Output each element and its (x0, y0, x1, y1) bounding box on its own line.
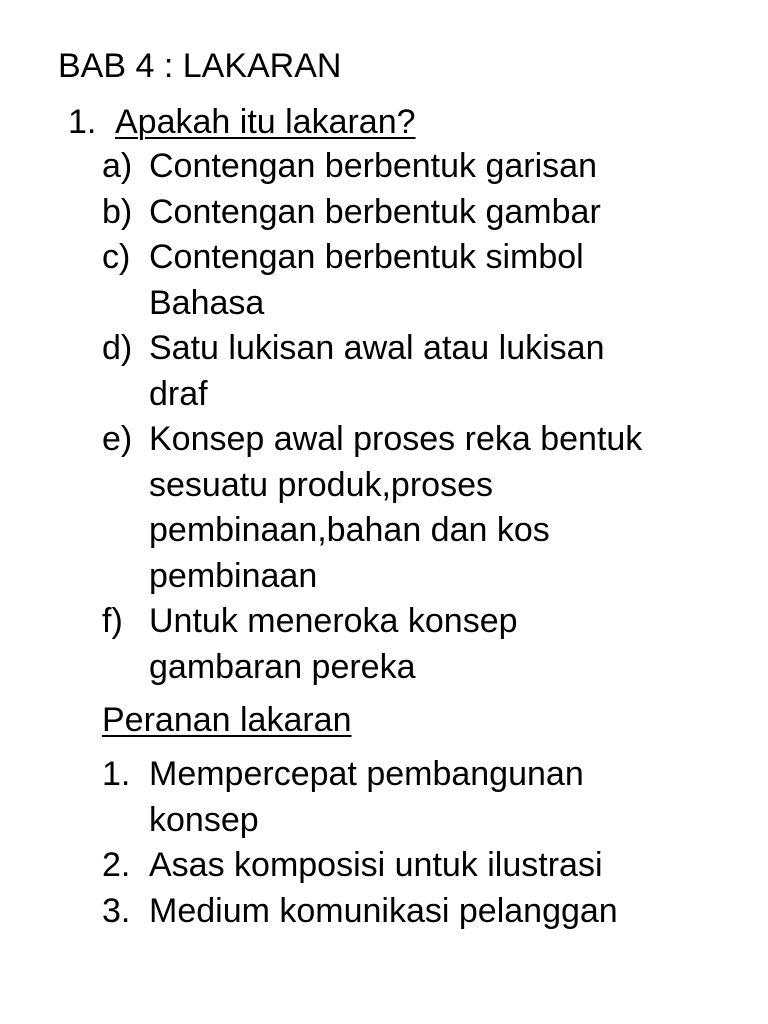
list-item (102, 190, 642, 236)
question-heading (68, 100, 416, 144)
list-item-text: Contengan berbentuk gambar (149, 192, 601, 231)
list-item (102, 235, 642, 326)
chapter-title: BAB 4 : LAKARAN (58, 47, 342, 85)
list-item (102, 326, 642, 417)
list-marker: e) (102, 420, 133, 458)
list-item-text: Contengan berbentuk garisan (149, 147, 597, 185)
list-item-text: Konsep awal proses reka bentuk sesuatu produk,proses pembinaan,bahan dan kos pembinaan (149, 420, 643, 595)
list-marker: 2. (102, 846, 131, 884)
list-item (102, 599, 642, 690)
list-marker: 1. (102, 755, 131, 793)
list-item (102, 889, 618, 935)
list-item-text: Asas komposisi untuk ilustrasi (149, 846, 603, 884)
list-item-text: Contengan berbentuk simbol Bahasa (149, 238, 584, 322)
list-item (102, 417, 642, 599)
list-marker: b) (102, 192, 133, 231)
list-marker: d) (102, 329, 133, 367)
list-item-text: Untuk meneroka konsep gambaran pereka (149, 602, 518, 686)
list-marker: c) (102, 238, 131, 276)
answer-list (102, 144, 642, 690)
list-marker: f) (102, 602, 123, 640)
roles-heading: Peranan lakaran (102, 701, 352, 739)
list-item-text: Medium komunikasi pelanggan (149, 891, 618, 930)
list-item (102, 752, 618, 843)
list-item (102, 843, 618, 889)
list-marker: a) (102, 147, 133, 185)
list-marker: 3. (102, 891, 131, 930)
roles-list (102, 752, 618, 934)
list-item (102, 144, 642, 190)
list-item-text: Mempercepat pembangunan konsep (149, 755, 584, 839)
list-item-text: Satu lukisan awal atau lukisan draf (149, 329, 605, 413)
question-number: 1. (68, 103, 97, 141)
question-text: Apakah itu lakaran? (115, 103, 416, 141)
